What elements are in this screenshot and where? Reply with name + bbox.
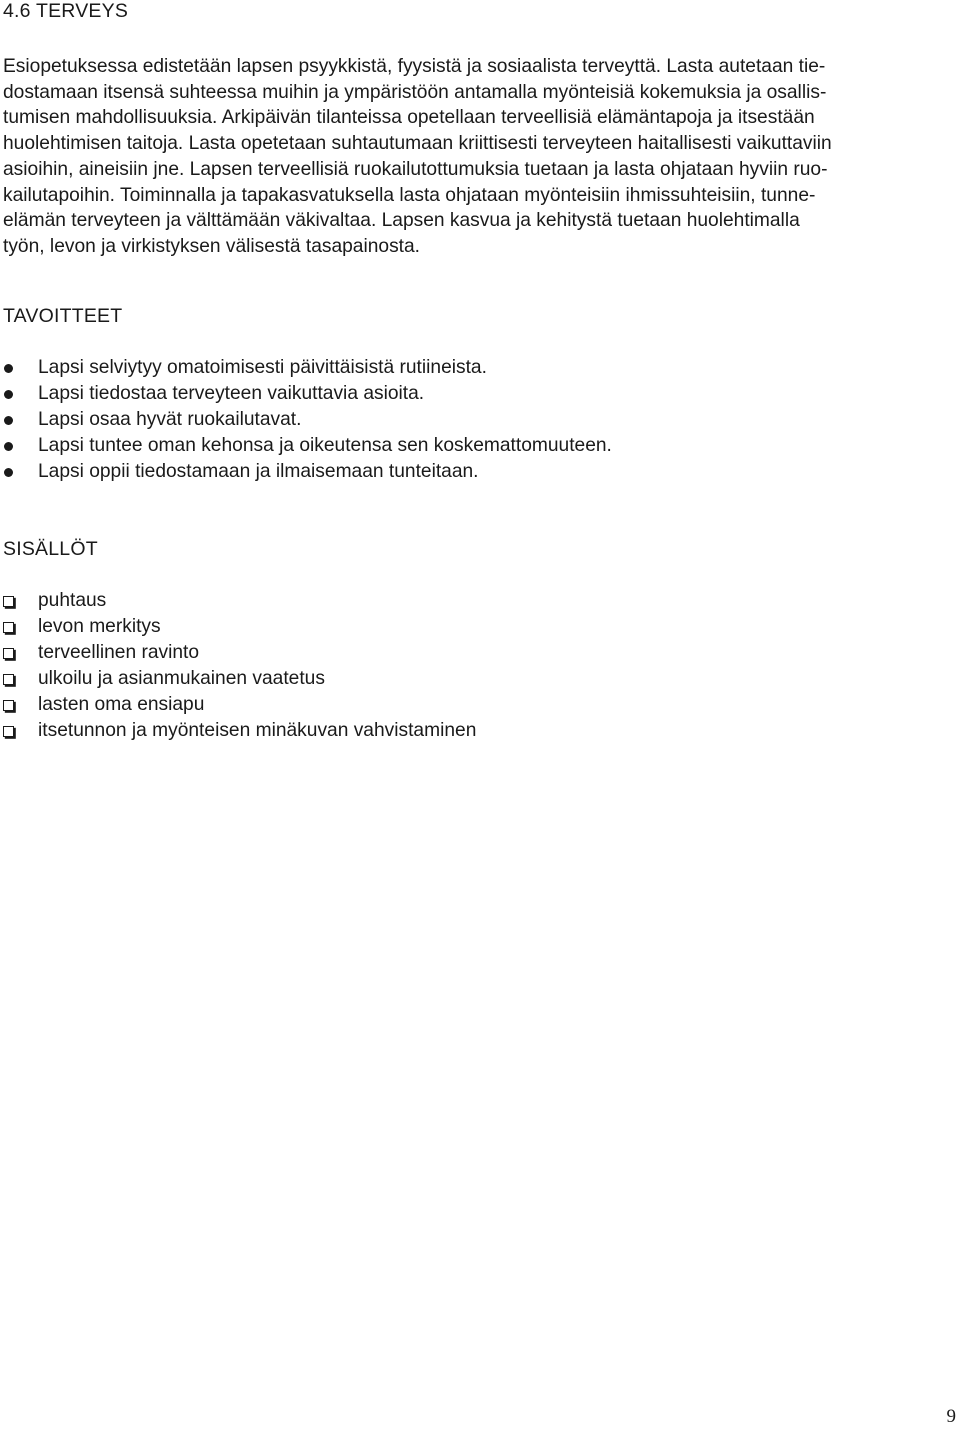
checkbox-bullet-icon	[3, 674, 14, 685]
checkbox-bullet-icon	[3, 596, 14, 607]
intro-line: asioihin, aineisiin jne. Lapsen terveellisiä ruokailutottumuksia tuetaan ja lasta ohjataan hyviin ruo-	[3, 158, 828, 180]
goal-text: Lapsi tiedostaa terveyteen vaikuttavia asioita.	[38, 383, 425, 404]
content-text: terveellinen ravinto	[38, 642, 200, 663]
goal-text: Lapsi selviytyy omatoimisesti päivittäisistä rutiineista.	[38, 357, 487, 378]
intro-line: kailutapoihin. Toiminnalla ja tapakasvatuksella lasta ohjataan myönteisiin ihmissuhteisiin, tunne-	[3, 184, 816, 206]
checkbox-bullet-icon	[3, 648, 14, 659]
page-heading: 4.6 TERVEYS	[3, 0, 129, 22]
page-number: 9	[946, 1406, 956, 1427]
content-text: itsetunnon ja myönteisen minäkuvan vahvistaminen	[38, 720, 477, 741]
checkbox-bullet-icon	[3, 622, 14, 633]
checkbox-bullet-icon	[3, 726, 14, 737]
goals-heading: TAVOITTEET	[3, 305, 123, 327]
bullet-icon	[4, 442, 13, 451]
intro-line: dostamaan itsensä suhteessa muihin ja ympäristöön antamalla myönteisiä kokemuksia ja osallis-	[3, 81, 827, 103]
goal-text: Lapsi tuntee oman kehonsa ja oikeutensa sen koskemattomuuteen.	[38, 435, 612, 456]
content-text: puhtaus	[38, 590, 107, 611]
content-text: levon merkitys	[38, 616, 161, 637]
bullet-icon	[4, 468, 13, 477]
intro-line: elämän terveyteen ja välttämään väkivaltaa. Lapsen kasvua ja kehitystä tuetaan huolehtimalla	[3, 210, 800, 232]
goal-text: Lapsi oppii tiedostamaan ja ilmaisemaan tunteitaan.	[38, 461, 479, 482]
contents-heading: SISÄLLÖT	[3, 538, 98, 560]
goal-text: Lapsi osaa hyvät ruokailutavat.	[38, 409, 302, 430]
intro-paragraph	[3, 54, 943, 260]
checkbox-bullet-icon	[3, 700, 14, 711]
content-text: lasten oma ensiapu	[38, 694, 205, 715]
intro-line: tumisen mahdollisuuksia. Arkipäivän tilanteissa opetellaan terveellisiä elämäntapoja ja itsestään	[3, 107, 815, 129]
bullet-icon	[4, 364, 13, 373]
bullet-icon	[4, 416, 13, 425]
bullet-icon	[4, 390, 13, 399]
intro-line: huolehtimisen taitoja. Lasta opetetaan suhtautumaan kriittisesti terveyteen haitallisesti vaikuttaviin	[3, 133, 832, 155]
content-text: ulkoilu ja asianmukainen vaatetus	[38, 668, 325, 689]
intro-line: Esiopetuksessa edistetään lapsen psyykkistä, fyysistä ja sosiaalista terveyttä. Lasta autetaan tie-	[3, 56, 826, 77]
intro-line: työn, levon ja virkistyksen välisestä tasapainosta.	[3, 235, 421, 257]
